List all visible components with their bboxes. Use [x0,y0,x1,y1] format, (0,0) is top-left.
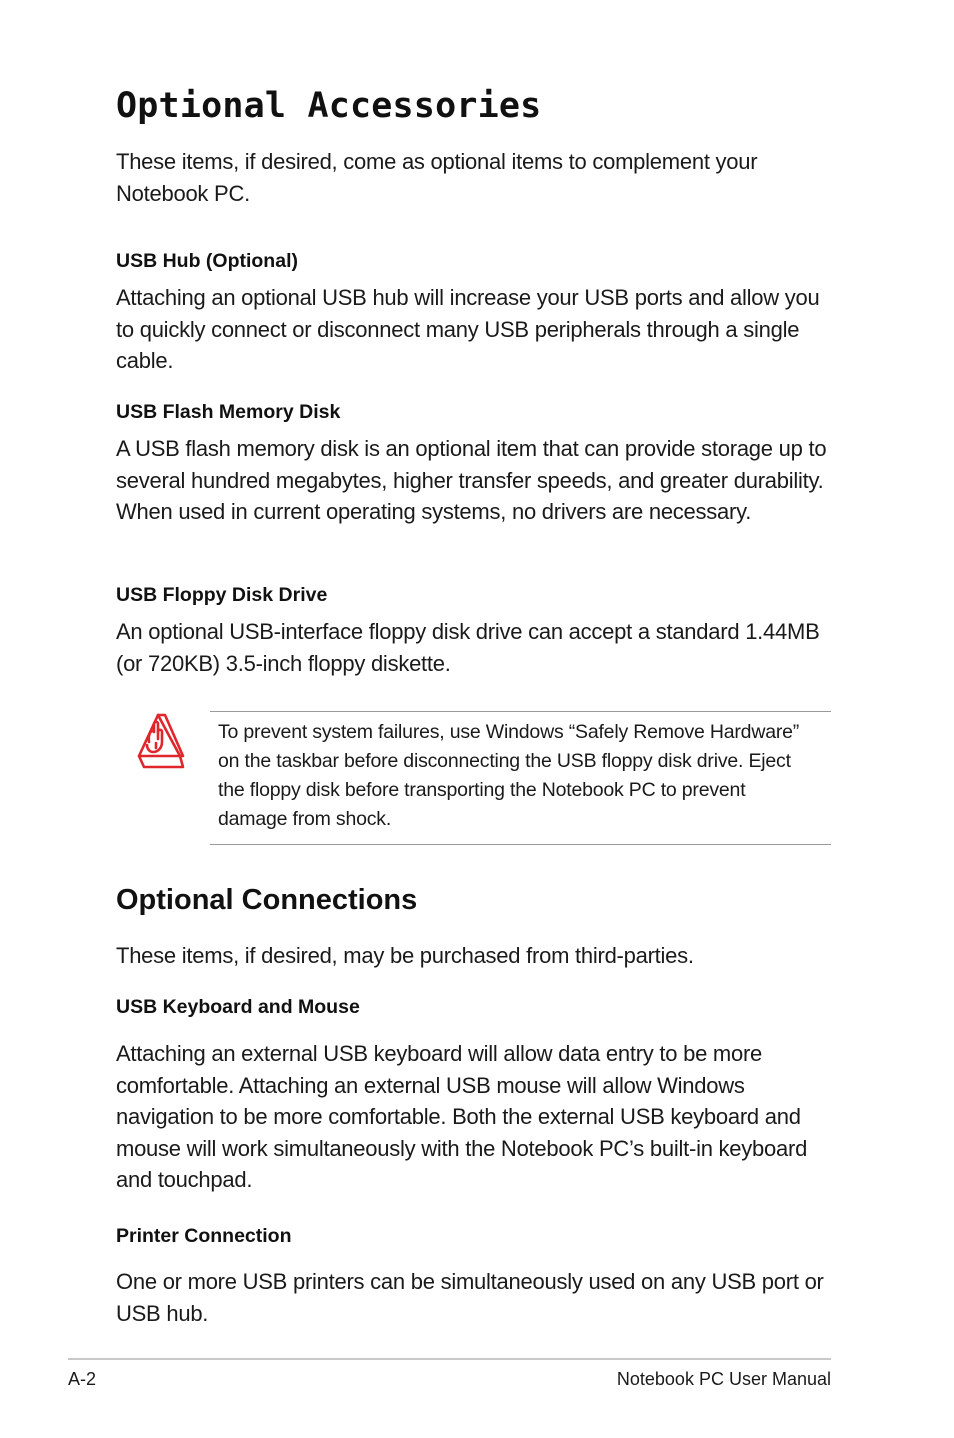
connections-intro: These items, if desired, may be purchased from third-parties. [116,943,694,968]
warning-hand-icon [136,712,186,770]
manual-title: Notebook PC User Manual [616,1369,831,1389]
section-title-connections: Optional Connections [116,884,418,916]
usb-floppy-heading: USB Floppy Disk Drive [116,584,328,606]
page-number: A-2 [68,1369,97,1389]
section-title-accessories: Optional Accessories [116,86,542,126]
accessories-intro: These items, if desired, come as optional items to complement your Notebook PC. [116,149,758,206]
keyboard-mouse-body: Attaching an external USB keyboard will allow data entry to be more comfortable. Attaching an external USB mouse will allow Windows navigation to be more comfortable. Both the external USB keyboard and mouse will work simultaneously with the Notebook PC’s built-in keyboard and touchpad. [116,1041,808,1193]
usb-flash-heading: USB Flash Memory Disk [116,401,341,423]
printer-body: One or more USB printers can be simultaneously used on any USB port or USB hub. [116,1269,824,1326]
warning-note-box [210,711,831,845]
usb-hub-body: Attaching an optional USB hub will increase your USB ports and allow you to quickly connect or disconnect many USB peripherals through a single cable. [116,285,820,374]
usb-hub-heading: USB Hub (Optional) [116,250,298,272]
warning-note-text: To prevent system failures, use Windows “Safely Remove Hardware” on the taskbar before disconnecting the USB floppy disk drive. Eject the floppy disk before transporting the Notebook PC to prevent damage from shock. [218,721,800,830]
footer-divider [68,1358,831,1360]
printer-heading: Printer Connection [116,1225,292,1247]
usb-floppy-body: An optional USB-interface floppy disk drive can accept a standard 1.44MB (or 720KB) 3.5-inch floppy diskette. [116,619,820,676]
keyboard-mouse-heading: USB Keyboard and Mouse [116,996,360,1018]
usb-flash-body: A USB flash memory disk is an optional item that can provide storage up to several hundred megabytes, higher transfer speeds, and greater durability. When used in current operating systems, no drivers are necessary. [116,436,827,525]
